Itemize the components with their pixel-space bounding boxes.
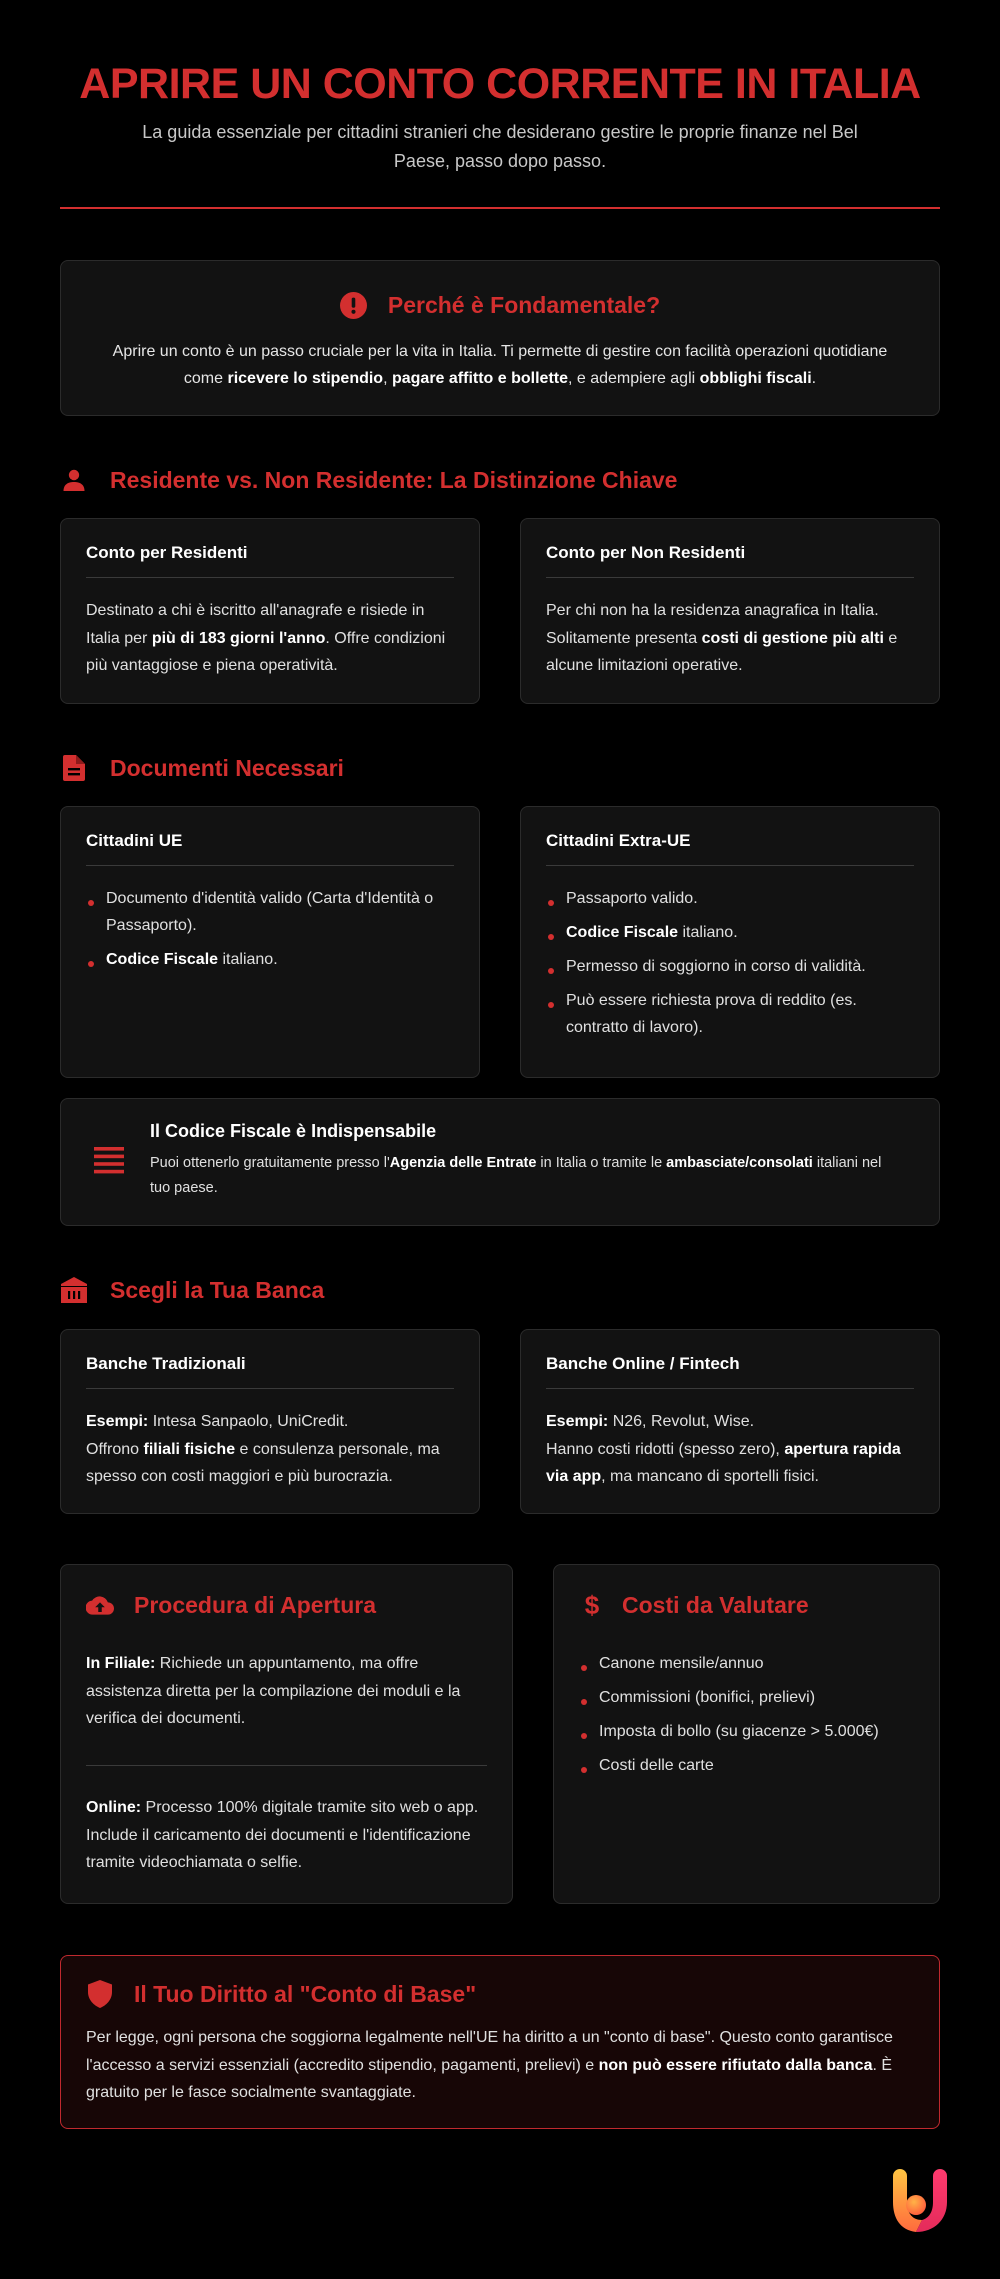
text-run: Richiede un appuntamento, ma offre assistenza diretta per la compilazione dei moduli e la verifica dei documenti. xyxy=(86,1655,461,1727)
eu-citizens-card xyxy=(60,806,480,1078)
list-bars-icon xyxy=(94,1147,124,1180)
card-title: Conto per Residenti xyxy=(86,543,454,578)
section-heading-residency xyxy=(60,466,677,494)
emphasis-text: più di 183 giorni l'anno xyxy=(151,629,326,647)
basic-account-card xyxy=(60,1955,940,2129)
procedure-branch-text xyxy=(86,1650,487,1733)
basic-account-body xyxy=(86,2024,914,2107)
text-run: Aprire un conto è un passo cruciale per la vita in Italia. Ti permette di gestire con facilità operazioni quotidiane come xyxy=(112,343,888,387)
text-run: . È gratuito per le fasce socialmente svantaggiate. xyxy=(86,2056,893,2101)
cost-item: Commissioni (bonifici, prelievi) xyxy=(579,1684,919,1711)
text-run: . xyxy=(811,370,817,387)
card-title: Cittadini Extra-UE xyxy=(546,831,914,866)
codice-fiscale-title: Il Codice Fiscale è Indispensabile xyxy=(150,1121,437,1141)
text-run: italiani nel tuo paese. xyxy=(150,1155,882,1196)
card-title: Conto per Non Residenti xyxy=(546,543,914,578)
emphasis-text: Online: xyxy=(86,1799,142,1816)
page-title: APRIRE UN CONTO CORRENTE IN ITALIA xyxy=(79,60,921,108)
emphasis-text: ambasciate/consolati xyxy=(666,1155,813,1171)
card-title: Banche Tradizionali xyxy=(86,1354,454,1389)
online-banks-card xyxy=(520,1329,940,1514)
cost-item: Imposta di bollo (su giacenze > 5.000€) xyxy=(579,1718,919,1745)
exclamation-circle-icon xyxy=(340,291,368,319)
section-title: Scegli la Tua Banca xyxy=(110,1276,325,1303)
text-run: italiano. xyxy=(678,924,738,941)
text-run: , ma mancano di sportelli fisici. xyxy=(601,1468,819,1485)
list-item xyxy=(86,946,454,973)
costs-list xyxy=(579,1650,919,1786)
card-body xyxy=(546,597,914,680)
text-run: Destinato a chi è iscritto all'anagrafe e risiede in Italia per xyxy=(86,602,425,647)
list-item xyxy=(86,885,454,939)
emphasis-text: non può essere rifiutato dalla banca xyxy=(598,2056,873,2074)
section-title: Documenti Necessari xyxy=(110,754,344,781)
text-line xyxy=(86,1408,454,1436)
codice-fiscale-body xyxy=(150,1151,899,1201)
card-body xyxy=(546,1408,914,1491)
codice-fiscale-card xyxy=(60,1098,940,1226)
text-run: Puoi ottenerlo gratuitamente presso l' xyxy=(150,1155,390,1171)
text-run: Hanno costi ridotti (spesso zero), xyxy=(546,1440,785,1458)
text-run: Passaporto valido. xyxy=(566,890,698,907)
non-resident-card xyxy=(520,518,940,704)
section-heading-documents xyxy=(60,754,344,782)
emphasis-text: In Filiale: xyxy=(86,1655,156,1672)
section-heading-banks xyxy=(60,1276,324,1304)
procedure-online-text xyxy=(86,1794,487,1877)
document-list xyxy=(546,885,914,1048)
card-title: Cittadini UE xyxy=(86,831,454,866)
text-line xyxy=(86,1436,454,1491)
list-item xyxy=(546,987,914,1041)
why-body xyxy=(101,338,899,392)
text-run: Intesa Sanpaolo, UniCredit. xyxy=(148,1413,349,1430)
document-list xyxy=(86,885,454,980)
text-run: Offrono xyxy=(86,1440,144,1458)
emphasis-text: Codice Fiscale xyxy=(566,924,679,941)
emphasis-text: pagare affitto e bollette xyxy=(391,370,568,387)
shield-icon xyxy=(86,1980,114,2008)
bank-icon xyxy=(60,1276,88,1304)
document-icon xyxy=(60,754,88,782)
basic-account-title: Il Tuo Diritto al "Conto di Base" xyxy=(134,1980,477,2007)
procedure-card xyxy=(60,1564,513,1904)
procedure-title: Procedura di Apertura xyxy=(134,1591,376,1618)
text-run: , xyxy=(383,370,392,387)
cost-item: Costi delle carte xyxy=(579,1752,919,1779)
procedure-divider xyxy=(86,1765,487,1766)
text-run: e alcune limitazioni operative. xyxy=(546,629,898,674)
list-item xyxy=(546,953,914,980)
text-run: Può essere richiesta prova di reddito (es. contratto di lavoro). xyxy=(566,992,857,1036)
why-card xyxy=(60,260,940,416)
costs-title: Costi da Valutare xyxy=(622,1591,809,1618)
card-body xyxy=(86,597,454,680)
list-item xyxy=(546,919,914,946)
text-run: Per chi non ha la residenza anagrafica in Italia. Solitamente presenta xyxy=(546,602,879,647)
non-eu-citizens-card xyxy=(520,806,940,1078)
emphasis-text: obblighi fiscali xyxy=(699,370,812,387)
text-run: italiano. xyxy=(218,951,278,968)
card-body xyxy=(86,1408,454,1491)
text-run: , e adempiere agli xyxy=(568,370,700,387)
text-run: in Italia o tramite le xyxy=(536,1155,667,1171)
text-run: Processo 100% digitale tramite sito web o app. Include il caricamento dei documenti e l'identificazione tramite videochiamata o selfie. xyxy=(86,1799,479,1871)
text-run: Permesso di soggiorno in corso di validità. xyxy=(566,958,866,975)
text-run: N26, Revolut, Wise. xyxy=(608,1413,755,1430)
card-title: Banche Online / Fintech xyxy=(546,1354,914,1389)
list-item xyxy=(546,885,914,912)
text-run: Documento d'identità valido (Carta d'Identità o Passaporto). xyxy=(106,890,434,934)
emphasis-text: costi di gestione più alti xyxy=(701,629,884,647)
text-run: Per legge, ogni persona che soggiorna legalmente nell'UE ha diritto a un "conto di base". Questo conto garantisce l'accesso a servizi essenziali (accredito stipendio, pagamenti, prelievi) e xyxy=(86,2029,893,2074)
costs-card xyxy=(553,1564,940,1904)
traditional-banks-card xyxy=(60,1329,480,1514)
cloud-upload-icon xyxy=(86,1591,114,1619)
cost-item: Canone mensile/annuo xyxy=(579,1650,919,1677)
page-subtitle: La guida essenziale per cittadini stranieri che desiderano gestire le proprie finanze nel Bel Paese, passo dopo passo. xyxy=(142,122,858,171)
emphasis-text: Esempi: xyxy=(546,1413,609,1430)
why-title: Perché è Fondamentale? xyxy=(387,291,661,318)
section-title: Residente vs. Non Residente: La Distinzione Chiave xyxy=(110,466,678,493)
emphasis-text: apertura rapida via app xyxy=(546,1440,901,1485)
text-run: e consulenza personale, ma spesso con costi maggiori e più burocrazia. xyxy=(86,1440,440,1485)
user-icon xyxy=(60,466,88,494)
header-divider xyxy=(60,207,940,209)
text-run: . Offre condizioni più vantaggiose e piena operatività. xyxy=(86,629,446,674)
emphasis-text: Agenzia delle Entrate xyxy=(389,1155,537,1171)
emphasis-text: Esempi: xyxy=(86,1413,149,1430)
emphasis-text: Codice Fiscale xyxy=(106,951,219,968)
emphasis-text: ricevere lo stipendio xyxy=(227,370,384,387)
resident-card xyxy=(60,518,480,704)
brand-logo xyxy=(886,2168,954,2238)
text-line xyxy=(546,1408,914,1436)
dollar-icon: $ xyxy=(584,1589,600,1620)
emphasis-text: filiali fisiche xyxy=(143,1440,236,1458)
text-line xyxy=(546,1436,914,1491)
